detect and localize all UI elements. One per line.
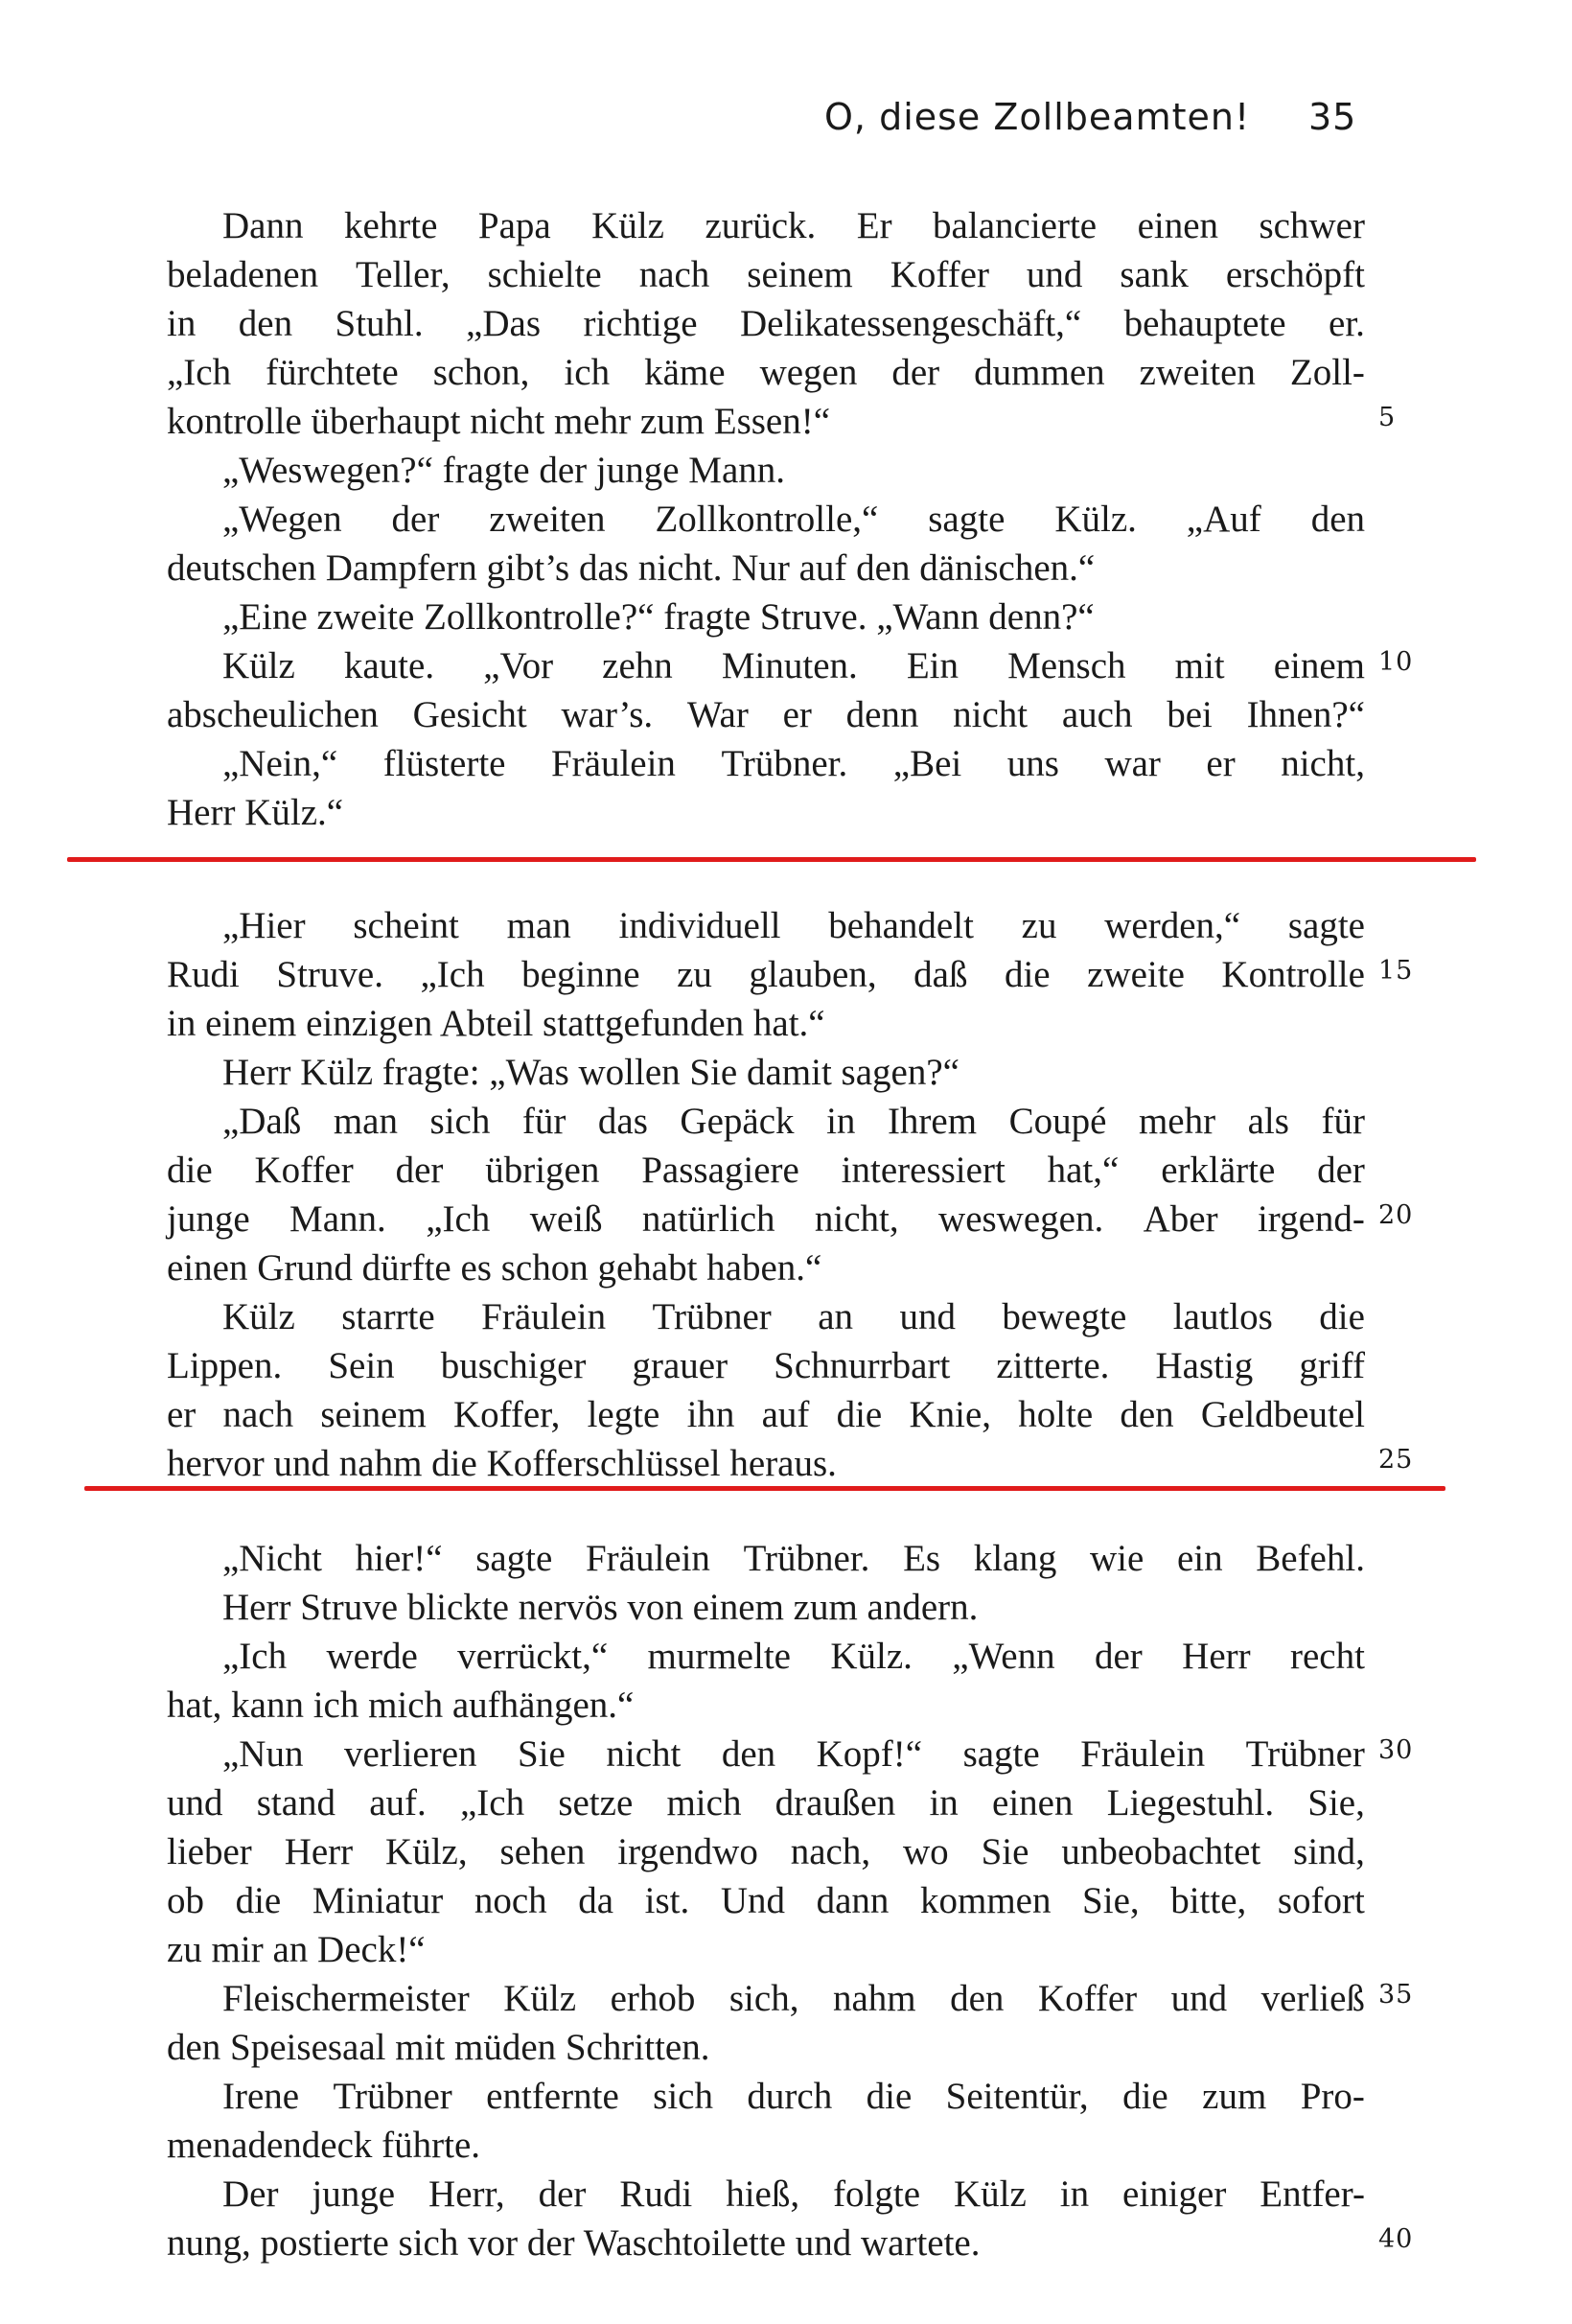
line-text: Fleischermeister Külz erhob sich, nahm den Koffer und verließ bbox=[222, 1978, 1365, 2019]
text-line bbox=[167, 250, 1365, 299]
text-line bbox=[167, 1195, 1365, 1243]
text-line: den Speisesaal mit müden Schritten. bbox=[167, 2027, 710, 2068]
line-text: „Nun verlieren Sie nicht den Kopf!“ sagte Fräulein Trübner bbox=[222, 1733, 1365, 1775]
text-line bbox=[167, 299, 1365, 348]
line-number: 30 bbox=[1378, 1735, 1414, 1765]
line-text: „Nein,“ flüsterte Fräulein Trübner. „Bei uns war er nicht, bbox=[222, 743, 1365, 784]
text-line bbox=[167, 1292, 1365, 1341]
line-text: er nach seinem Koffer, legte ihn auf die Knie, holte den Geldbeutel bbox=[167, 1394, 1365, 1435]
line-text: Dann kehrte Papa Külz zurück. Er balancierte einen schwer bbox=[222, 205, 1365, 246]
red-divider-line bbox=[67, 857, 1476, 862]
text-line bbox=[167, 1341, 1365, 1390]
text-section-3 bbox=[167, 1534, 1414, 2267]
page-number: 35 bbox=[1308, 96, 1357, 138]
text-line bbox=[167, 495, 1365, 544]
line-number: 25 bbox=[1378, 1445, 1414, 1475]
text-line bbox=[167, 1632, 1365, 1681]
text-line bbox=[167, 348, 1365, 397]
text-line bbox=[167, 1827, 1365, 1876]
text-line bbox=[167, 739, 1365, 788]
line-text: Rudi Struve. „Ich beginne zu glauben, daß die zweite Kontrolle bbox=[167, 954, 1365, 995]
line-text: „Daß man sich für das Gepäck in Ihrem Coupé mehr als für bbox=[222, 1101, 1365, 1142]
line-text: junge Mann. „Ich weiß natürlich nicht, weswegen. Aber irgend- bbox=[167, 1198, 1365, 1240]
line-text: die Koffer der übrigen Passagiere interessiert hat,“ erklärte der bbox=[167, 1150, 1365, 1191]
line-text: lieber Herr Külz, sehen irgendwo nach, wo Sie unbeobachtet sind, bbox=[167, 1831, 1365, 1872]
line-text: „Wegen der zweiten Zollkontrolle,“ sagte Külz. „Auf den bbox=[222, 499, 1365, 540]
line-text: abscheulichen Gesicht war’s. War er denn nicht auch bei Ihnen?“ bbox=[167, 694, 1365, 735]
text-line: Herr Külz.“ bbox=[167, 792, 344, 833]
line-number: 15 bbox=[1378, 956, 1414, 986]
line-text: in den Stuhl. „Das richtige Delikatessengeschäft,“ behauptete er. bbox=[167, 303, 1365, 344]
text-line bbox=[167, 950, 1365, 999]
text-line bbox=[167, 1778, 1365, 1827]
line-number: 10 bbox=[1378, 647, 1414, 677]
line-text: Der junge Herr, der Rudi hieß, folgte Külz in einiger Entfer- bbox=[222, 2173, 1365, 2215]
text-line: „Weswegen?“ fragte der junge Mann. bbox=[222, 450, 785, 491]
text-line: kontrolle überhaupt nicht mehr zum Essen!“ bbox=[167, 401, 831, 442]
text-line: zu mir an Deck!“ bbox=[167, 1929, 426, 1970]
text-line bbox=[167, 901, 1365, 950]
text-line: menadendeck führte. bbox=[167, 2125, 481, 2166]
line-text: beladenen Teller, schielte nach seinem Koffer und sank erschöpft bbox=[167, 254, 1365, 295]
line-number: 20 bbox=[1378, 1200, 1414, 1230]
text-section-1 bbox=[167, 201, 1414, 837]
line-text: Irene Trübner entfernte sich durch die Seitentür, die zum Pro- bbox=[222, 2076, 1365, 2117]
text-line bbox=[167, 1534, 1365, 1583]
line-text: und stand auf. „Ich setze mich draußen in einen Liegestuhl. Sie, bbox=[167, 1782, 1365, 1824]
line-number: 35 bbox=[1378, 1980, 1414, 2010]
text-line bbox=[167, 1974, 1365, 2023]
text-line: Herr Külz fragte: „Was wollen Sie damit sagen?“ bbox=[222, 1052, 959, 1093]
line-text: „Ich werde verrückt,“ murmelte Külz. „Wenn der Herr recht bbox=[222, 1636, 1365, 1677]
line-number: 5 bbox=[1378, 403, 1397, 432]
text-line: deutschen Dampfern gibt’s das nicht. Nur auf den dänischen.“ bbox=[167, 547, 1096, 589]
text-line bbox=[167, 1146, 1365, 1195]
text-line bbox=[167, 201, 1365, 250]
text-line bbox=[167, 2072, 1365, 2121]
text-line bbox=[167, 690, 1365, 739]
text-line: einen Grund dürfte es schon gehabt haben.“ bbox=[167, 1247, 822, 1289]
line-text: „Hier scheint man individuell behandelt zu werden,“ sagte bbox=[222, 905, 1365, 946]
text-line bbox=[167, 1390, 1365, 1439]
text-line: Herr Struve blickte nervös von einem zum andern. bbox=[222, 1587, 979, 1628]
text-line: hervor und nahm die Kofferschlüssel heraus. bbox=[167, 1443, 837, 1484]
text-line: „Eine zweite Zollkontrolle?“ fragte Struve. „Wann denn?“ bbox=[222, 596, 1095, 638]
text-line: hat, kann ich mich aufhängen.“ bbox=[167, 1685, 635, 1726]
line-text: Lippen. Sein buschiger grauer Schnurrbart zitterte. Hastig griff bbox=[167, 1345, 1365, 1386]
text-line: nung, postierte sich vor der Waschtoilette und wartete. bbox=[167, 2222, 981, 2264]
line-number: 40 bbox=[1378, 2224, 1414, 2254]
text-section-2 bbox=[167, 901, 1414, 1488]
line-text: Külz starrte Fräulein Trübner an und bewegte lautlos die bbox=[222, 1296, 1365, 1337]
text-line bbox=[167, 2170, 1365, 2219]
text-line bbox=[167, 641, 1365, 690]
chapter-title: O, diese Zollbeamten! bbox=[824, 96, 1251, 138]
red-divider-line bbox=[84, 1486, 1445, 1491]
text-line bbox=[167, 1876, 1365, 1925]
line-text: „Nicht hier!“ sagte Fräulein Trübner. Es klang wie ein Befehl. bbox=[222, 1538, 1365, 1579]
line-text: Külz kaute. „Vor zehn Minuten. Ein Mensch mit einem bbox=[222, 645, 1365, 686]
text-line bbox=[167, 1730, 1365, 1778]
running-header bbox=[824, 96, 1361, 138]
text-line: in einem einzigen Abteil stattgefunden hat.“ bbox=[167, 1003, 825, 1044]
line-text: ob die Miniatur noch da ist. Und dann kommen Sie, bitte, sofort bbox=[167, 1880, 1365, 1921]
text-line bbox=[167, 1097, 1365, 1146]
line-text: „Ich fürchtete schon, ich käme wegen der dummen zweiten Zoll- bbox=[167, 352, 1365, 393]
